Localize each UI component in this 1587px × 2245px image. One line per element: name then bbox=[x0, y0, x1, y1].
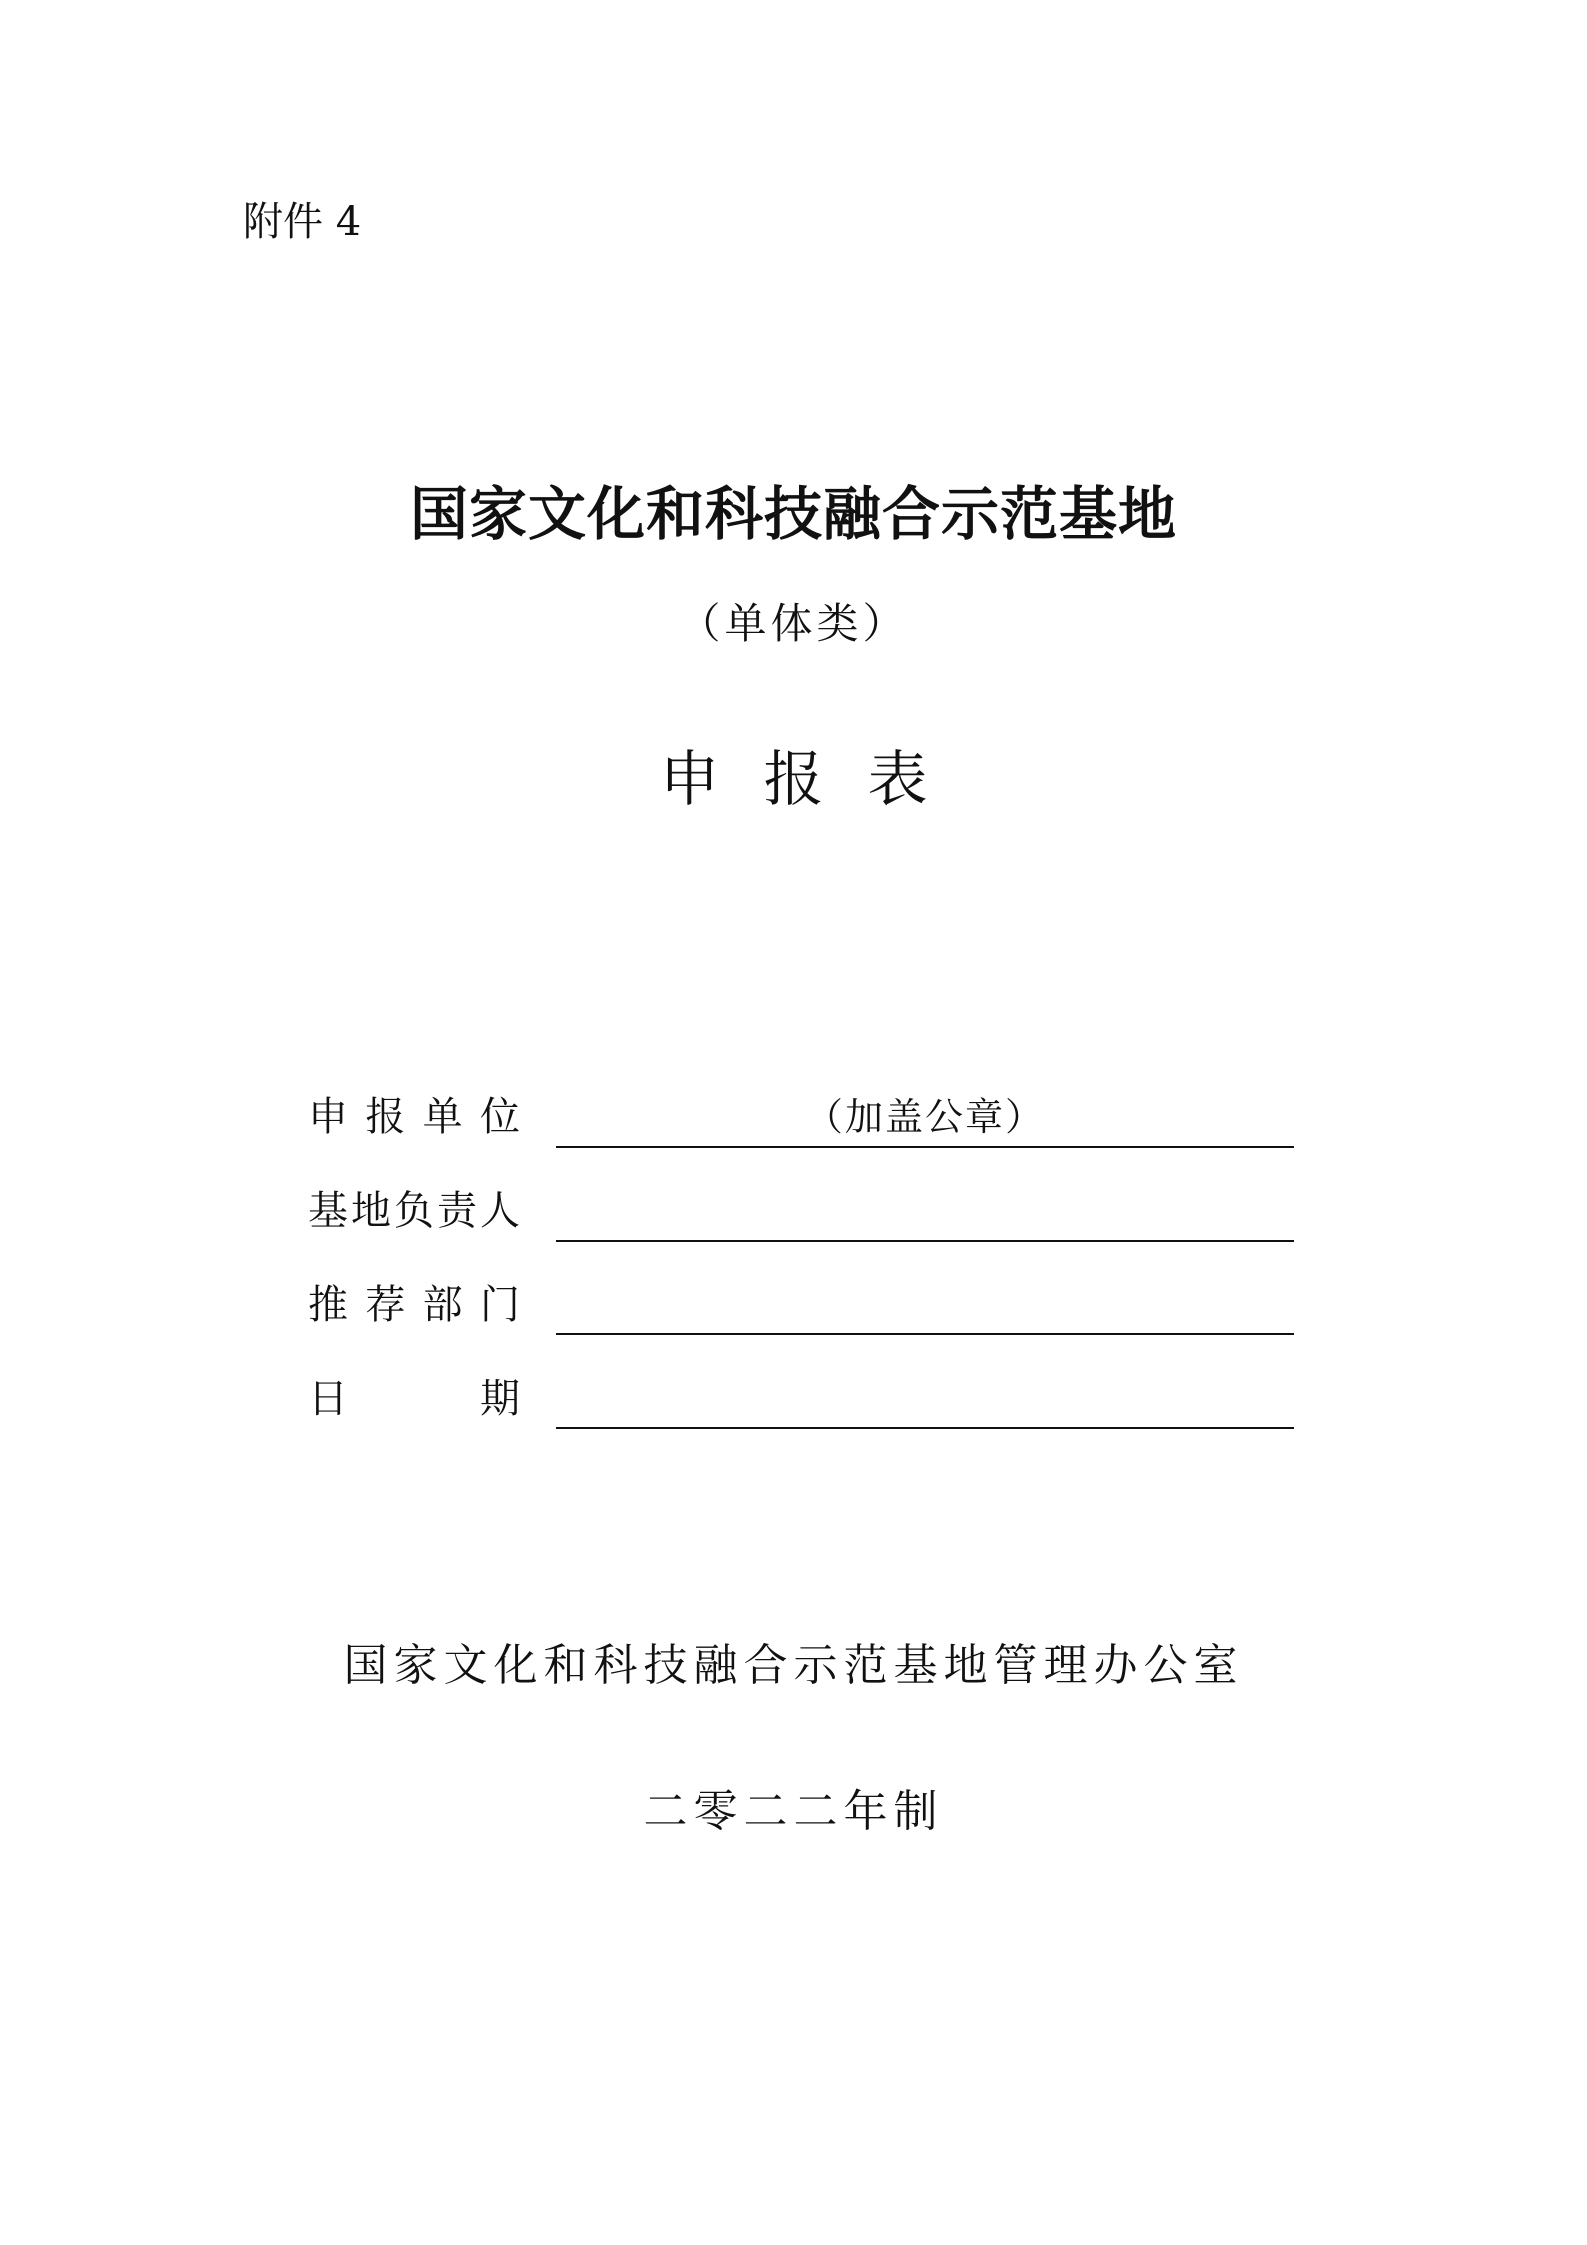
field-underline-recommending-dept bbox=[556, 1333, 1294, 1335]
issue-year: 二零二二年制 bbox=[643, 1786, 944, 1837]
document-title: 国家文化和科技融合示范基地 bbox=[409, 480, 1177, 548]
issuing-office: 国家文化和科技融合示范基地管理办公室 bbox=[343, 1640, 1244, 1691]
field-label-applicant: 申 报 单 位 bbox=[308, 1094, 520, 1140]
field-underline-applicant bbox=[556, 1146, 1294, 1148]
document-subtitle: （单体类） bbox=[678, 599, 909, 648]
field-value-applicant[interactable]: （加盖公章） bbox=[804, 1095, 1045, 1139]
field-label-date: 日 期 bbox=[308, 1376, 520, 1422]
field-label-recommending-dept: 推 荐 部 门 bbox=[308, 1282, 520, 1328]
attachment-label: 附件 4 bbox=[243, 199, 362, 245]
field-label-base-manager: 基 地 负 责 人 bbox=[308, 1188, 520, 1234]
form-name: 申报表 bbox=[659, 745, 972, 815]
field-underline-base-manager bbox=[556, 1240, 1294, 1242]
field-underline-date bbox=[556, 1427, 1294, 1429]
